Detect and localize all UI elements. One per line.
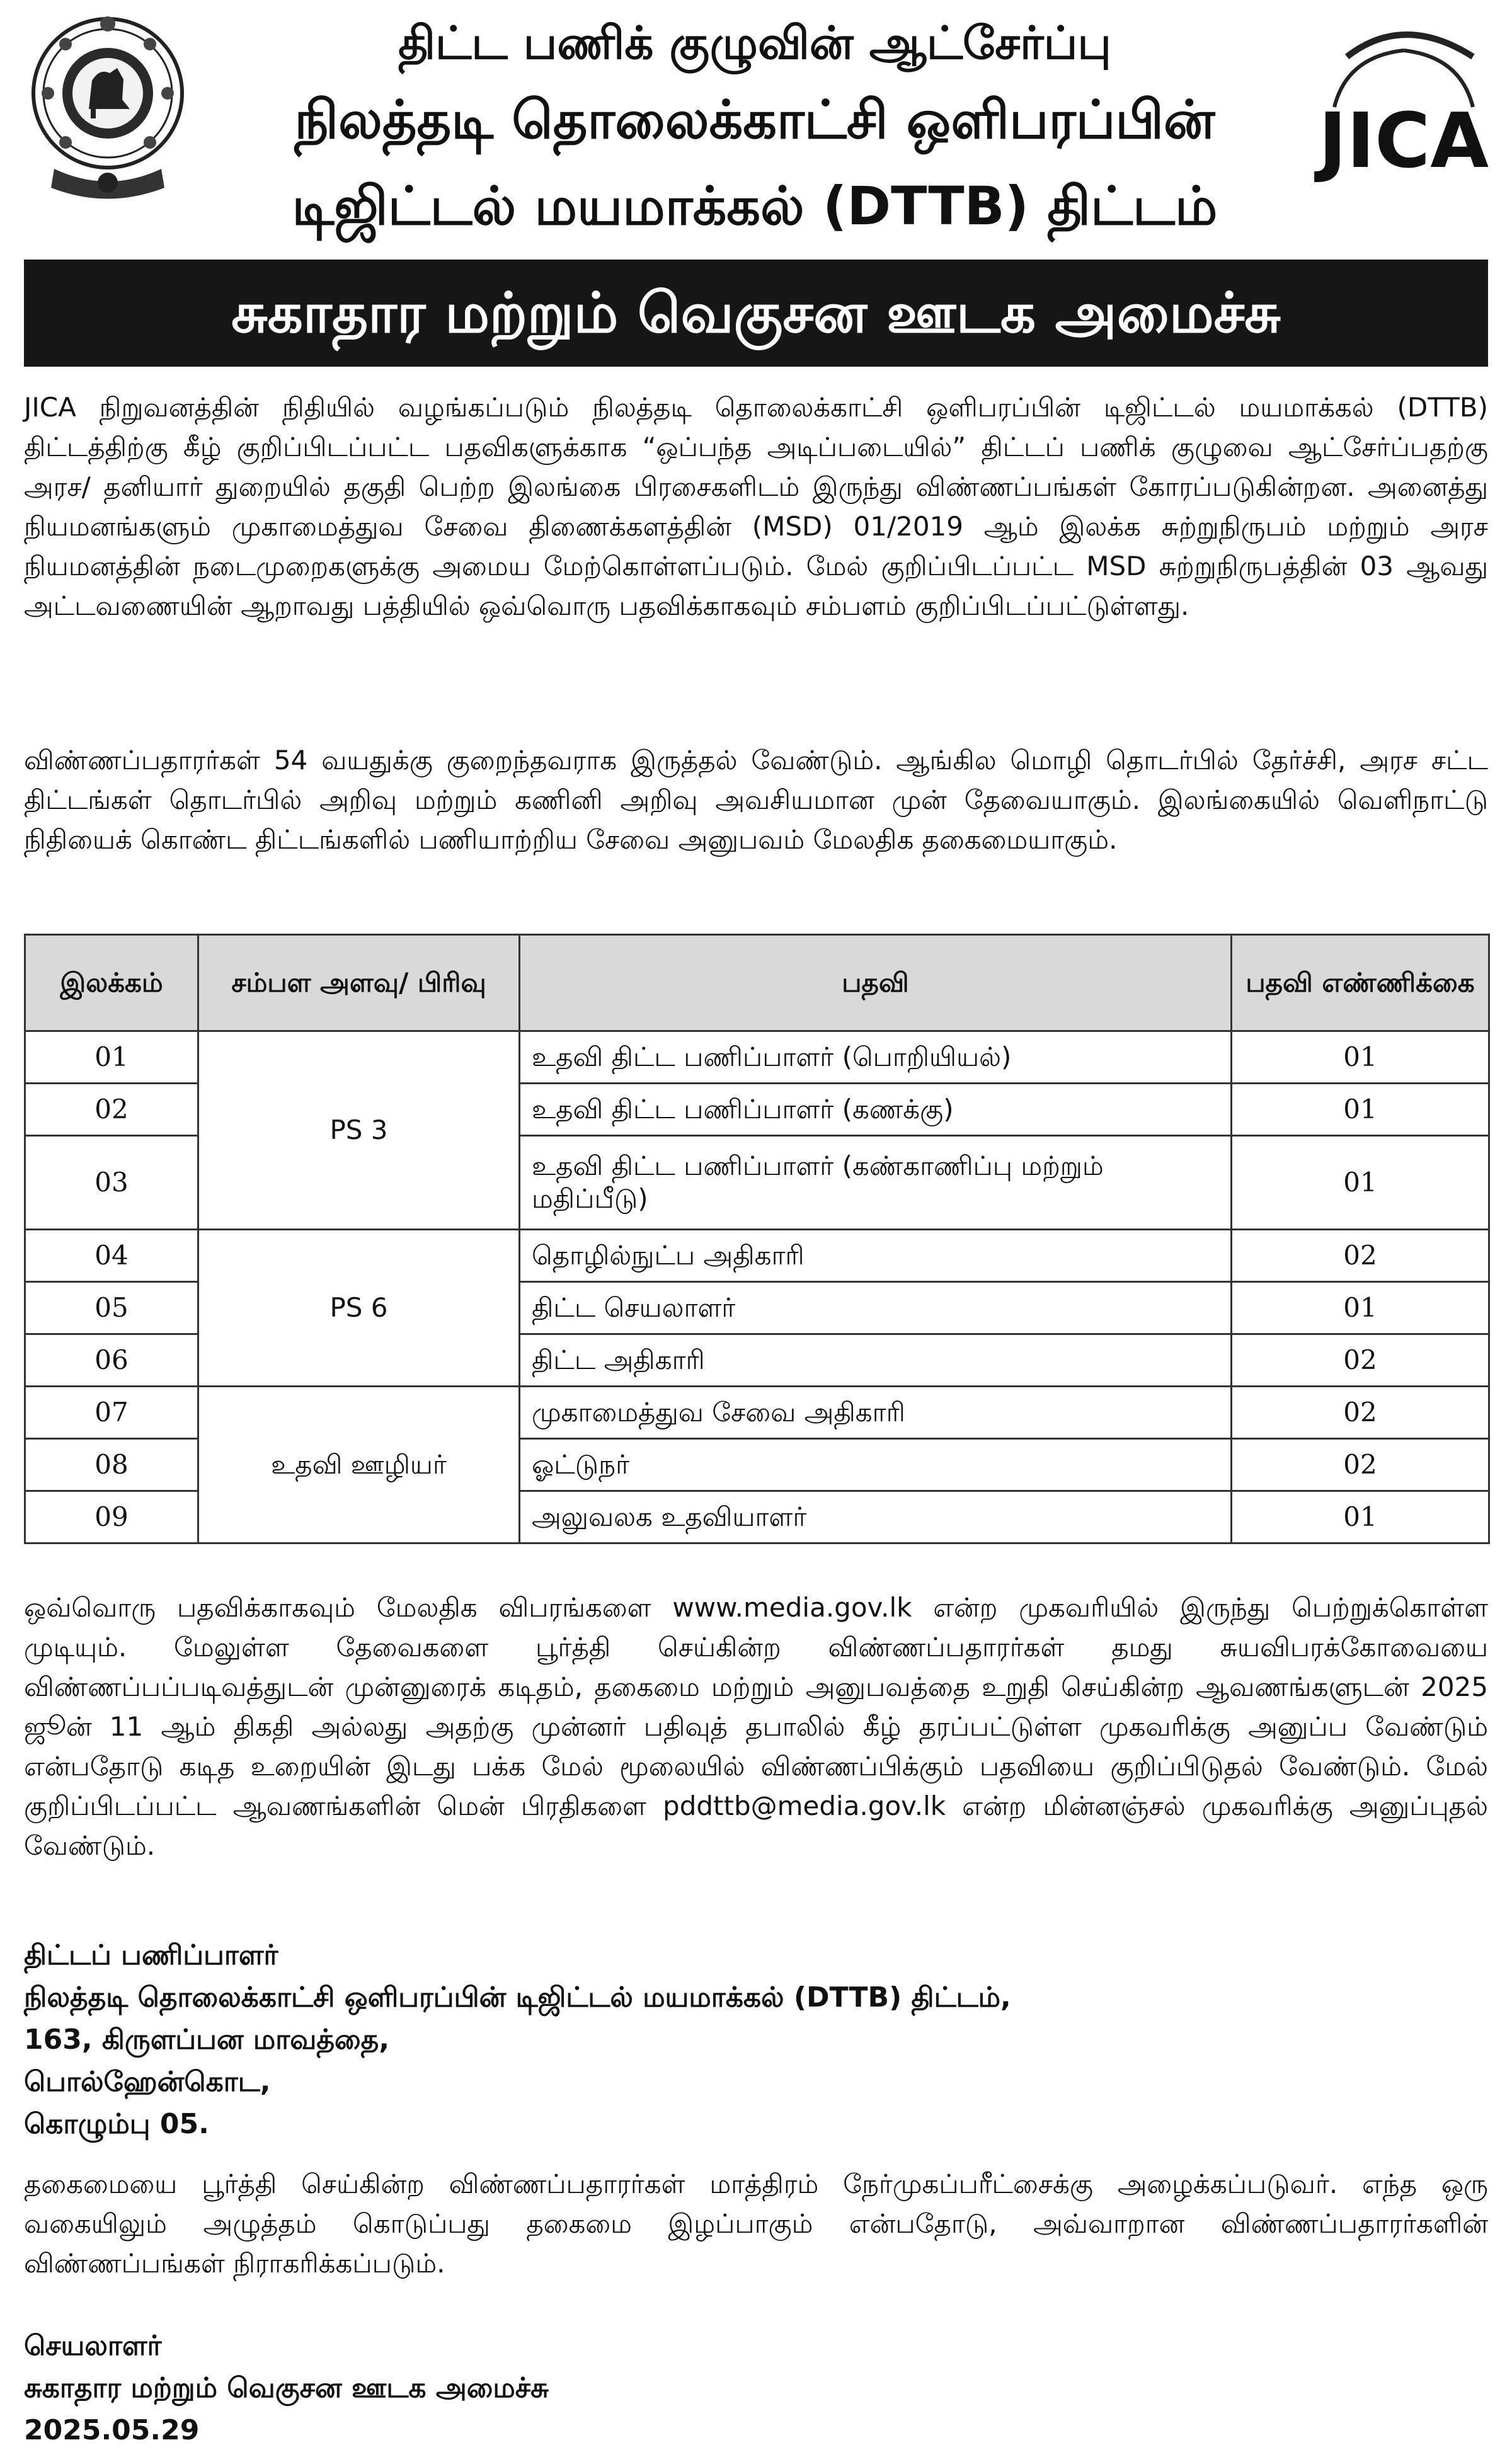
row-count: 01 [1232, 1084, 1489, 1136]
header-line-3: டிஜிட்டல் மயமாக்கல் (DTTB) திட்டம் [292, 175, 1218, 237]
signature-block [24, 2325, 1488, 2451]
table-header-row [25, 935, 1489, 1031]
header-number: இலக்கம் [25, 935, 198, 1031]
row-position: உதவி திட்ட பணிப்பாளர் (கண்காணிப்பு மற்றும் மதிப்பீடு) [520, 1136, 1232, 1230]
table-row [25, 1230, 1489, 1282]
row-position: திட்ட அதிகாரி [520, 1334, 1232, 1387]
row-number: 08 [25, 1439, 198, 1491]
signature-ministry: சுகாதார மற்றும் வெகுசன ஊடக அமைச்சு [24, 2372, 549, 2404]
row-position: தொழில்நுட்ப அதிகாரி [520, 1230, 1232, 1282]
row-number: 01 [25, 1031, 198, 1084]
address-line: கொழும்பு 05. [24, 2108, 209, 2140]
header-count: பதவி எண்ணிக்கை [1232, 935, 1489, 1031]
signature-title: செயலாளர் [24, 2330, 162, 2362]
row-position: முகாமைத்துவ சேவை அதிகாரி [520, 1387, 1232, 1439]
row-position: அலுவலக உதவியாளர் [520, 1491, 1232, 1544]
row-count: 01 [1232, 1282, 1489, 1334]
header-line-1: திட்ட பணிக் குழுவின் ஆட்சேர்ப்பு [398, 16, 1111, 69]
row-number: 05 [25, 1282, 198, 1334]
advertisement-page [24, 0, 1488, 2457]
eligibility-paragraph: விண்ணப்பதாரர்கள் 54 வயதுக்கு குறைந்தவராக இருத்தல் வேண்டும். ஆங்கில மொழி தொடர்பில் தேர்ச்சி, அரச சட்ட திட்டங்கள் தொடர்பில் அறிவு மற்றும் கணினி அறிவு அவசியமான முன் தேவையாகும். இலங்கையில் வெளிநாட்டு நிதியைக் கொண்ட திட்டங்களில் பணியாற்றிய சேவை அனுபவம் மேலதிக தகைமையாகும். [24, 745, 1488, 855]
address-line: நிலத்தடி தொலைக்காட்சி ஒளிபரப்பின் டிஜிட்டல் மயமாக்கல் (DTTB) திட்டம், [24, 1981, 1011, 2013]
row-count: 01 [1232, 1491, 1489, 1544]
table-row [25, 1387, 1489, 1439]
header-salary-scale: சம்பள அளவு/ பிரிவு [198, 935, 520, 1031]
intro-paragraph: JICA நிறுவனத்தின் நிதியில் வழங்கப்படும் நிலத்தடி தொலைக்காட்சி ஒளிபரப்பின் டிஜிட்டல் மயமாக்கல் (DTTB) திட்டத்திற்கு கீழ் குறிப்பிடப்பட்ட பதவிகளுக்காக “ஒப்பந்த அடிப்படையில்” திட்டப் பணிக் குழுவை ஆட்சேர்ப்பதற்கு அரச/ தனியார் துறையில் தகுதி பெற்ற இலங்கை பிரசைகளிடம் இருந்து விண்ணப்பங்கள் கோரப்படுகின்றன. அனைத்து நியமனங்களும் முகாமைத்துவ சேவை திணைக்களத்தின் (MSD) 01/2019 ஆம் இலக்க சுற்றுநிருபம் மற்றும் அரச நியமனத்தின் நடைமுறைகளுக்கு அமைய மேற்கொள்ளப்படும். மேல் குறிப்பிடப்பட்ட MSD சுற்றுநிருபத்தின் 03 ஆவது அட்டவணையின் ஆறாவது பத்தியில் ஒவ்வொரு பதவிக்காகவும் சம்பளம் குறிப்பிடப்பட்டுள்ளது. [24, 392, 1488, 621]
row-count: 02 [1232, 1387, 1489, 1439]
jica-logo [1309, 19, 1498, 208]
row-number: 04 [25, 1230, 198, 1282]
row-position: திட்ட செயலாளர் [520, 1282, 1232, 1334]
header [24, 0, 1488, 252]
row-number: 06 [25, 1334, 198, 1387]
row-count: 01 [1232, 1031, 1489, 1084]
postal-address [24, 1934, 1488, 2145]
salary-group-ps6: PS 6 [198, 1230, 520, 1387]
salary-group-support-staff: உதவி ஊழியர் [198, 1387, 520, 1544]
row-position: உதவி திட்ட பணிப்பாளர் (பொறியியல்) [520, 1031, 1232, 1084]
positions-table [24, 934, 1490, 1544]
row-position: உதவி திட்ட பணிப்பாளர் (கணக்கு) [520, 1084, 1232, 1136]
jica-logo-text: JICA [1318, 98, 1489, 185]
row-count: 02 [1232, 1334, 1489, 1387]
application-instructions: ஒவ்வொரு பதவிக்காகவும் மேலதிக விபரங்களை www.media.gov.lk என்ற முகவரியில் இருந்து பெற்றுக்கொள்ள முடியும். மேலுள்ள தேவைகளை பூர்த்தி செய்கின்ற விண்ணப்பதாரர்கள் தமது சுயவிபரக்கோவையை விண்ணப்பப்படிவத்துடன் முன்னுரைக் கடிதம், தகைமை மற்றும் அனுபவத்தை உறுதி செய்கின்ற ஆவணங்களுடன் 2025 ஜூன் 11 ஆம் திகதி அல்லது அதற்கு முன்னர் பதிவுத் தபாலில் கீழ் தரப்பட்டுள்ள முகவரிக்கு அனுப்ப வேண்டும் என்பதோடு கடித உறையின் இடது பக்க மேல் மூலையில் விண்ணப்பிக்கும் பதவியை குறிப்பிடுதல் வேண்டும். மேல் குறிப்பிடப்பட்ட ஆவணங்களின் மென் பிரதிகளை pddttb@media.gov.lk என்ற மின்னஞ்சல் முகவரிக்கு அனுப்புதல் வேண்டும். [24, 1592, 1488, 1861]
row-number: 03 [25, 1136, 198, 1230]
row-count: 01 [1232, 1136, 1489, 1230]
address-line: 163, கிருளப்பன மாவத்தை, [24, 2024, 390, 2056]
row-position: ஓட்டுநர் [520, 1439, 1232, 1491]
row-count: 02 [1232, 1230, 1489, 1282]
row-number: 09 [25, 1491, 198, 1544]
interview-notice: தகைமையை பூர்த்தி செய்கின்ற விண்ணப்பதாரர்கள் மாத்திரம் நேர்முகப்பரீட்சைக்கு அழைக்கப்படுவர். எந்த ஒரு வகையிலும் அழுத்தம் கொடுப்பது தகைமை இழப்பாகும் என்பதோடு, அவ்வாறான விண்ணப்பதாரர்களின் விண்ணப்பங்கள் நிராகரிக்கப்படும். [24, 2168, 1488, 2279]
row-number: 02 [25, 1084, 198, 1136]
salary-group-ps3: PS 3 [198, 1031, 520, 1230]
address-line: திட்டப் பணிப்பாளர் [24, 1939, 278, 1971]
sri-lanka-emblem-icon [29, 5, 186, 213]
ministry-banner: சுகாதார மற்றும் வெகுசன ஊடக அமைச்சு [24, 260, 1488, 367]
row-number: 07 [25, 1387, 198, 1439]
row-count: 02 [1232, 1439, 1489, 1491]
header-position: பதவி [520, 935, 1232, 1031]
signature-date: 2025.05.29 [24, 2414, 200, 2446]
address-line: பொல்ஹேன்கொட, [24, 2066, 271, 2098]
table-row [25, 1031, 1489, 1084]
header-line-2: நிலத்தடி தொலைக்காட்சி ஒளிபரப்பின் [294, 89, 1215, 151]
